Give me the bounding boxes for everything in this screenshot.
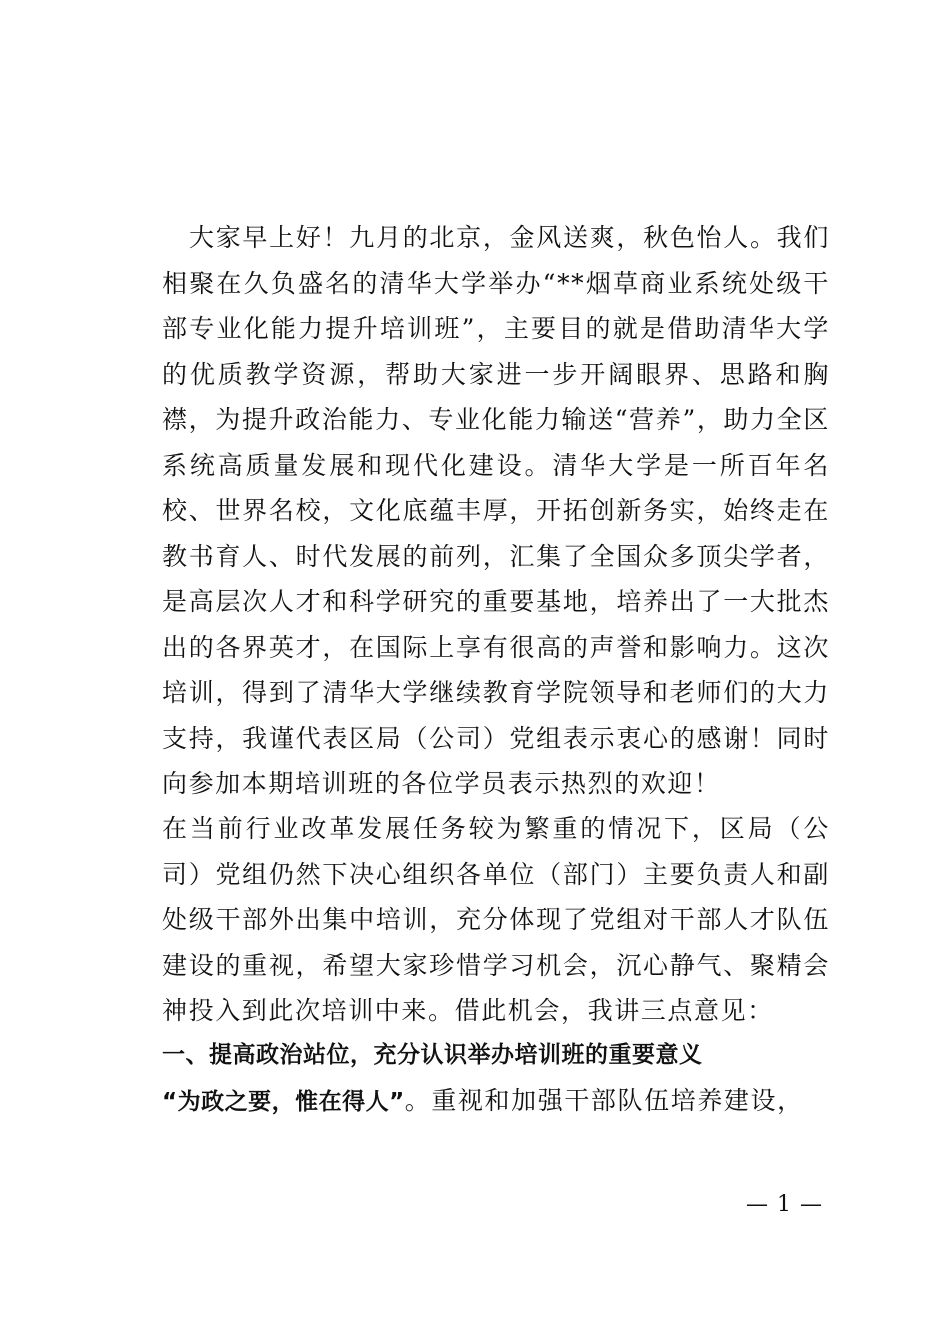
page-number: — 1 — (746, 1192, 823, 1217)
paragraph-section-1 (162, 1078, 830, 1126)
section-heading-1: 一、提高政治站位，充分认识举办培训班的重要意义 (162, 1042, 703, 1068)
paragraph-context: 在当前行业改革发展任务较为繁重的情况下，区局（公司）党组仍然下决心组织各单位（部门）主要负责人和副处级干部外出集中培训，充分体现了党组对干部人才队伍建设的重视，希望大家珍惜学习机会，沉心静气、聚精会神投入到此次培训中来。借此机会，我讲三点意见： (162, 814, 830, 1025)
paragraph-opening: 大家早上好！九月的北京，金风送爽，秋色怡人。我们相聚在久负盛名的清华大学举办“**烟草商业系统处级干部专业化能力提升培训班”，主要目的就是借助清华大学的优质教学资源，帮助大家进一步开阔眼界、思路和胸襟，为提升政治能力、专业化能力输送“营养”，助力全区系统高质量发展和现代化建设。清华大学是一所百年名校、世界名校，文化底蕴丰厚，开拓创新务实，始终走在教书育人、时代发展的前列，汇集了全国众多顶尖学者，是高层次人才和科学研究的重要基地，培养出了一大批杰出的各界英才，在国际上享有很高的声誉和影响力。这次培训，得到了清华大学继续教育学院领导和老师们的大力支持，我谨代表区局（公司）党组表示衷心的感谢！同时向参加本期培训班的各位学员表示热烈的欢迎！ (162, 223, 830, 798)
quote-text: “为政之要，惟在得人” (162, 1089, 405, 1115)
paragraph-section-1-text: 。重视和加强干部队伍培养建设， (404, 1086, 804, 1115)
